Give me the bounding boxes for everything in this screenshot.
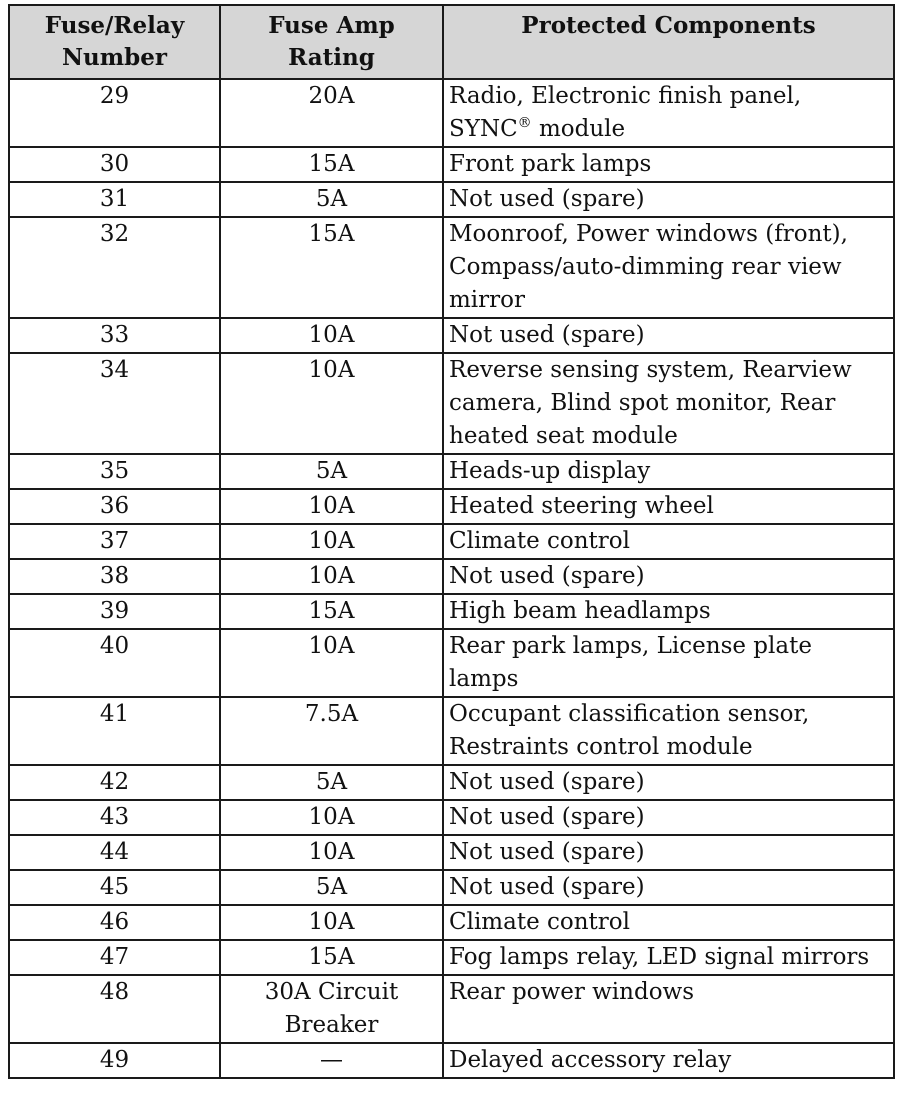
table-row [9,147,894,182]
protected-components-cell [443,524,894,559]
fuse-number-cell: 33 [9,318,220,353]
component-line: Not used (spare) [449,769,645,795]
amp-rating-line: 20A [308,83,355,109]
amp-rating-line: Breaker [284,1012,379,1038]
component-line: heated seat module [449,423,678,449]
protected-components-cell [443,79,894,147]
amp-rating-line: 10A [308,804,355,830]
table-row [9,1043,894,1078]
protected-components-cell [443,697,894,765]
amp-rating-line: 10A [308,909,355,935]
table-row [9,559,894,594]
table-row [9,765,894,800]
component-line: Not used (spare) [449,322,645,348]
amp-rating-line: 15A [308,221,355,247]
fuse-table [8,4,895,1079]
component-line: Delayed accessory relay [449,1047,732,1073]
component-line: Restraints control module [449,734,753,760]
protected-components-cell [443,318,894,353]
fuse-number-cell: 49 [9,1043,220,1078]
table-row [9,489,894,524]
amp-rating-cell [220,79,443,147]
fuse-number-cell: 39 [9,594,220,629]
protected-components-cell [443,489,894,524]
table-row [9,835,894,870]
amp-rating-cell [220,765,443,800]
amp-rating-line: 10A [308,528,355,554]
amp-rating-line: 10A [308,563,355,589]
amp-rating-cell [220,353,443,454]
header-line: Rating [288,44,375,71]
table-row [9,79,894,147]
component-line: Moonroof, Power windows (front), [449,221,848,247]
component-line: Not used (spare) [449,563,645,589]
table-row [9,182,894,217]
header-line: Protected Components [521,12,816,39]
protected-components-cell [443,217,894,318]
table-row [9,940,894,975]
fuse-number-cell: 36 [9,489,220,524]
protected-components-cell [443,629,894,697]
fuse-number-cell: 35 [9,454,220,489]
amp-rating-cell [220,182,443,217]
component-line: Reverse sensing system, Rearview [449,357,852,383]
protected-components-cell [443,147,894,182]
protected-components-cell [443,594,894,629]
protected-components-cell [443,975,894,1043]
amp-rating-line: 5A [315,874,348,900]
component-line: Not used (spare) [449,186,645,212]
amp-rating-cell [220,697,443,765]
amp-rating-line: 10A [308,357,355,383]
table-row [9,353,894,454]
amp-rating-cell [220,147,443,182]
header-line: Fuse Amp [268,12,395,39]
table-row [9,318,894,353]
fuse-number-cell: 42 [9,765,220,800]
component-line: Heads-up display [449,458,651,484]
registered-mark: ® [517,115,532,131]
amp-rating-cell [220,975,443,1043]
table-row [9,697,894,765]
table-row [9,629,894,697]
protected-components-cell [443,835,894,870]
amp-rating-cell [220,629,443,697]
amp-rating-cell [220,454,443,489]
table-row [9,594,894,629]
fuse-number-cell: 38 [9,559,220,594]
protected-components-cell [443,353,894,454]
amp-rating-line: — [320,1047,343,1073]
amp-rating-cell [220,835,443,870]
component-line: Not used (spare) [449,874,645,900]
header-line: Number [62,44,167,71]
protected-components-cell [443,800,894,835]
protected-components-cell [443,765,894,800]
amp-rating-line: 7.5A [304,701,359,727]
table-row [9,800,894,835]
header-fuse-relay-number [9,5,220,79]
amp-rating-line: 10A [308,322,355,348]
protected-components-cell [443,870,894,905]
fuse-number-cell: 40 [9,629,220,697]
protected-components-cell [443,940,894,975]
protected-components-cell [443,182,894,217]
component-line: Compass/auto-dimming rear view [449,254,842,280]
amp-rating-cell [220,905,443,940]
protected-components-cell [443,905,894,940]
amp-rating-cell [220,870,443,905]
protected-components-cell [443,1043,894,1078]
component-line: Occupant classification sensor, [449,701,810,727]
amp-rating-cell [220,524,443,559]
table-row [9,905,894,940]
component-line: High beam headlamps [449,598,711,624]
component-line: Fog lamps relay, LED signal mirrors [449,944,870,970]
fuse-number-cell: 34 [9,353,220,454]
component-line: Rear power windows [449,979,695,1005]
fuse-number-cell: 37 [9,524,220,559]
amp-rating-cell [220,594,443,629]
component-line: Not used (spare) [449,839,645,865]
amp-rating-line: 10A [308,633,355,659]
protected-components-cell [443,559,894,594]
amp-rating-cell [220,940,443,975]
table-row [9,870,894,905]
fuse-number-cell: 43 [9,800,220,835]
amp-rating-cell [220,217,443,318]
protected-components-cell [443,454,894,489]
amp-rating-cell [220,489,443,524]
amp-rating-line: 15A [308,598,355,624]
amp-rating-cell [220,318,443,353]
amp-rating-cell [220,1043,443,1078]
table-row [9,454,894,489]
component-line: mirror [449,287,525,313]
table-row [9,524,894,559]
fuse-number-cell: 48 [9,975,220,1043]
fuse-number-cell: 44 [9,835,220,870]
component-line: SYNC [449,116,518,142]
header-line: Fuse/Relay [44,12,185,39]
table-row [9,217,894,318]
fuse-number-cell: 29 [9,79,220,147]
component-line: Climate control [449,528,630,554]
header-fuse-amp-rating [220,5,443,79]
component-line: module [531,116,626,142]
amp-rating-cell [220,800,443,835]
component-line: Radio, Electronic finish panel, [449,83,802,109]
amp-rating-line: 30A Circuit [264,979,399,1005]
fuse-number-cell: 45 [9,870,220,905]
amp-rating-line: 15A [308,151,355,177]
fuse-number-cell: 41 [9,697,220,765]
component-line: Heated steering wheel [449,493,714,519]
amp-rating-line: 10A [308,493,355,519]
component-line: Rear park lamps, License plate [449,633,812,659]
component-line: Climate control [449,909,630,935]
amp-rating-line: 5A [315,769,348,795]
amp-rating-line: 10A [308,839,355,865]
amp-rating-line: 15A [308,944,355,970]
fuse-number-cell: 31 [9,182,220,217]
amp-rating-cell [220,559,443,594]
fuse-number-cell: 30 [9,147,220,182]
component-line: Front park lamps [449,151,652,177]
amp-rating-line: 5A [315,186,348,212]
amp-rating-line: 5A [315,458,348,484]
component-line: lamps [449,666,519,692]
table-row [9,975,894,1043]
component-line: Not used (spare) [449,804,645,830]
header-protected-components [443,5,894,79]
fuse-number-cell: 46 [9,905,220,940]
header-row [9,5,894,79]
fuse-number-cell: 47 [9,940,220,975]
component-line: camera, Blind spot monitor, Rear [449,390,836,416]
fuse-number-cell: 32 [9,217,220,318]
